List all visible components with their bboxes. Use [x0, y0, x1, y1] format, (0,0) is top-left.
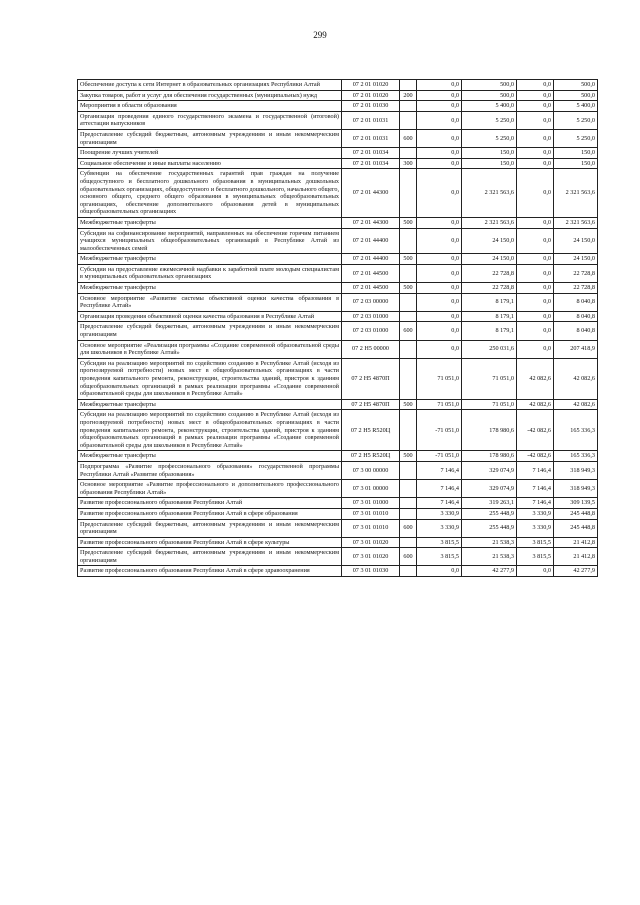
row-total-amount-2-cell: 8 040,8 [554, 311, 598, 322]
row-code-cell: 07 3 01 01010 [342, 519, 400, 537]
row-change-amount-2-cell: 3 815,5 [517, 548, 554, 566]
row-expense-type-cell [400, 293, 417, 311]
table-row [78, 566, 598, 577]
row-expense-type-cell [400, 101, 417, 112]
row-total-amount-cell: 5 250,0 [462, 111, 517, 129]
row-name-cell: Субсидии на софинансирование мероприятий, направленных на обеспечение горячим питанием учащихся муниципальных общеобразовательных организаций в Республике Алтай из малообеспеченных семей [78, 228, 342, 254]
row-change-amount-2-cell: 3 330,9 [517, 519, 554, 537]
row-name-cell: Субсидии на реализацию мероприятий по содействию созданию в Республике Алтай (исходя из прогнозируемой потребности) новых мест в общеобразовательных организациях в части проведения капитального ремонта, реконструкции, строительства зданий, пристроя к зданиям общеобразовательных организаций в рамках реализации программы «Создание современной образовательной среды для школьников в Республике Алтай» [78, 358, 342, 399]
row-name-cell: Обеспечение доступа к сети Интернет в образовательных организациях Республики Алтай [78, 80, 342, 91]
row-code-cell: 07 2 Н5 R520Ц [342, 451, 400, 462]
row-change-amount-cell: 3 815,5 [417, 537, 462, 548]
row-code-cell: 07 3 01 01000 [342, 498, 400, 509]
row-expense-type-cell: 200 [400, 90, 417, 101]
row-change-amount-cell: 3 330,9 [417, 508, 462, 519]
table-row [78, 148, 598, 159]
table-row [78, 111, 598, 129]
row-change-amount-cell: 7 146,4 [417, 480, 462, 498]
row-change-amount-cell: 0,0 [417, 566, 462, 577]
row-change-amount-2-cell: 0,0 [517, 311, 554, 322]
row-change-amount-2-cell: 0,0 [517, 90, 554, 101]
row-change-amount-2-cell: 7 146,4 [517, 498, 554, 509]
row-code-cell: 07 2 01 44400 [342, 254, 400, 265]
row-change-amount-cell: 0,0 [417, 111, 462, 129]
row-code-cell: 07 2 01 01031 [342, 111, 400, 129]
row-name-cell: Предоставление субсидий бюджетным, автономным учреждениям и иным некоммерческим организациям [78, 548, 342, 566]
row-change-amount-cell: 0,0 [417, 80, 462, 91]
row-expense-type-cell: 600 [400, 129, 417, 147]
row-code-cell: 07 3 01 01010 [342, 508, 400, 519]
row-code-cell: 07 2 01 44500 [342, 264, 400, 282]
row-total-amount-2-cell: 245 448,8 [554, 508, 598, 519]
row-total-amount-cell: 150,0 [462, 158, 517, 169]
row-change-amount-2-cell: -42 082,6 [517, 410, 554, 451]
row-total-amount-cell: 21 538,3 [462, 537, 517, 548]
row-change-amount-cell: -71 051,0 [417, 410, 462, 451]
row-change-amount-cell: 0,0 [417, 129, 462, 147]
row-expense-type-cell [400, 169, 417, 218]
row-total-amount-2-cell: 165 336,3 [554, 451, 598, 462]
row-total-amount-cell: 71 051,0 [462, 399, 517, 410]
row-total-amount-2-cell: 309 139,5 [554, 498, 598, 509]
row-total-amount-2-cell: 150,0 [554, 158, 598, 169]
table-row [78, 399, 598, 410]
row-name-cell: Развитие профессионального образования Республики Алтай в сфере культуры [78, 537, 342, 548]
row-total-amount-cell: 329 074,9 [462, 480, 517, 498]
table-row [78, 508, 598, 519]
row-name-cell: Закупка товаров, работ и услуг для обеспечения государственных (муниципальных) нужд [78, 90, 342, 101]
row-expense-type-cell [400, 264, 417, 282]
row-change-amount-2-cell: 42 082,6 [517, 399, 554, 410]
row-expense-type-cell [400, 508, 417, 519]
row-change-amount-cell: 0,0 [417, 101, 462, 112]
row-change-amount-cell: 0,0 [417, 311, 462, 322]
row-total-amount-2-cell: 318 949,3 [554, 461, 598, 479]
row-name-cell: Подпрограмма «Развитие профессионального образования» государственной программы Республики Алтай «Развитие образования» [78, 461, 342, 479]
row-total-amount-cell: 5 250,0 [462, 129, 517, 147]
row-change-amount-cell: 0,0 [417, 283, 462, 294]
row-total-amount-2-cell: 5 400,0 [554, 101, 598, 112]
row-total-amount-2-cell: 165 336,3 [554, 410, 598, 451]
row-name-cell: Субсидии на реализацию мероприятий по содействию созданию в Республике Алтай (исходя из прогнозируемой потребности) новых мест в общеобразовательных организациях в части проведения капитального ремонта, реконструкции, строительства зданий, пристроя к зданиям общеобразовательных организаций в рамках реализации программы «Создание современной образовательной среды для школьников в Республике Алтай» [78, 410, 342, 451]
row-total-amount-2-cell: 42 082,6 [554, 399, 598, 410]
row-code-cell: 07 2 03 01000 [342, 322, 400, 340]
row-change-amount-cell: 0,0 [417, 158, 462, 169]
row-change-amount-2-cell: 3 330,9 [517, 508, 554, 519]
row-code-cell: 07 3 01 00000 [342, 480, 400, 498]
row-code-cell: 07 2 03 00000 [342, 293, 400, 311]
row-code-cell: 07 2 03 01000 [342, 311, 400, 322]
row-change-amount-2-cell: 0,0 [517, 158, 554, 169]
row-change-amount-2-cell: 0,0 [517, 322, 554, 340]
row-total-amount-2-cell: 500,0 [554, 80, 598, 91]
row-name-cell: Организация проведения единого государственного экзамена и государственной (итоговой) аттестации выпускников [78, 111, 342, 129]
row-code-cell: 07 2 Н5 4870П [342, 399, 400, 410]
row-code-cell: 07 3 01 01030 [342, 566, 400, 577]
row-expense-type-cell [400, 566, 417, 577]
row-change-amount-2-cell: 0,0 [517, 80, 554, 91]
row-change-amount-cell: 0,0 [417, 340, 462, 358]
row-total-amount-cell: 24 150,0 [462, 228, 517, 254]
row-code-cell: 07 3 00 00000 [342, 461, 400, 479]
table-row [78, 537, 598, 548]
row-change-amount-cell: 0,0 [417, 254, 462, 265]
row-change-amount-2-cell: 3 815,5 [517, 537, 554, 548]
row-expense-type-cell [400, 537, 417, 548]
row-change-amount-cell: 0,0 [417, 293, 462, 311]
row-expense-type-cell [400, 480, 417, 498]
row-change-amount-2-cell: 0,0 [517, 283, 554, 294]
row-change-amount-2-cell: 0,0 [517, 169, 554, 218]
row-name-cell: Межбюджетные трансферты [78, 217, 342, 228]
row-change-amount-2-cell: 0,0 [517, 254, 554, 265]
row-code-cell: 07 3 01 01020 [342, 537, 400, 548]
row-total-amount-2-cell: 8 040,8 [554, 322, 598, 340]
table-row [78, 519, 598, 537]
row-change-amount-cell: 0,0 [417, 148, 462, 159]
row-total-amount-cell: 178 980,6 [462, 410, 517, 451]
row-name-cell: Организация проведения объективной оценки качества образования в Республике Алтай [78, 311, 342, 322]
row-total-amount-cell: 500,0 [462, 90, 517, 101]
row-total-amount-cell: 22 728,8 [462, 264, 517, 282]
row-code-cell: 07 2 01 01031 [342, 129, 400, 147]
row-name-cell: Предоставление субсидий бюджетным, автономным учреждениям и иным некоммерческим организациям [78, 129, 342, 147]
row-change-amount-cell: 3 815,5 [417, 548, 462, 566]
row-total-amount-2-cell: 42 277,9 [554, 566, 598, 577]
row-total-amount-cell: 24 150,0 [462, 254, 517, 265]
row-total-amount-2-cell: 5 250,0 [554, 111, 598, 129]
row-change-amount-2-cell: 0,0 [517, 111, 554, 129]
row-total-amount-2-cell: 21 412,8 [554, 537, 598, 548]
row-name-cell: Основное мероприятие «Развитие профессионального и дополнительного профессионального образования Республики Алтай» [78, 480, 342, 498]
table-row [78, 410, 598, 451]
row-total-amount-2-cell: 42 082,6 [554, 358, 598, 399]
row-change-amount-cell: 0,0 [417, 264, 462, 282]
row-name-cell: Поощрение лучших учителей [78, 148, 342, 159]
table-row [78, 264, 598, 282]
row-code-cell: 07 2 01 01020 [342, 90, 400, 101]
row-total-amount-cell: 329 074,9 [462, 461, 517, 479]
row-name-cell: Основное мероприятие «Развитие системы объективной оценки качества образования в Республике Алтай» [78, 293, 342, 311]
table-row [78, 340, 598, 358]
row-name-cell: Предоставление субсидий бюджетным, автономным учреждениям и иным некоммерческим организациям [78, 519, 342, 537]
row-total-amount-2-cell: 5 250,0 [554, 129, 598, 147]
row-code-cell: 07 2 01 01030 [342, 101, 400, 112]
row-name-cell: Социальное обеспечение и иные выплаты населению [78, 158, 342, 169]
table-row [78, 80, 598, 91]
row-expense-type-cell [400, 148, 417, 159]
row-total-amount-2-cell: 24 150,0 [554, 228, 598, 254]
row-total-amount-cell: 255 448,9 [462, 508, 517, 519]
row-expense-type-cell: 600 [400, 548, 417, 566]
row-change-amount-2-cell: 42 082,6 [517, 358, 554, 399]
row-name-cell: Предоставление субсидий бюджетным, автономным учреждениям и иным некоммерческим организациям [78, 322, 342, 340]
row-expense-type-cell: 500 [400, 283, 417, 294]
row-total-amount-2-cell: 500,0 [554, 90, 598, 101]
table-row [78, 169, 598, 218]
row-total-amount-2-cell: 150,0 [554, 148, 598, 159]
row-expense-type-cell: 500 [400, 217, 417, 228]
row-expense-type-cell: 600 [400, 322, 417, 340]
row-change-amount-cell: 71 051,0 [417, 358, 462, 399]
row-change-amount-2-cell: 0,0 [517, 264, 554, 282]
row-change-amount-cell: 7 146,4 [417, 461, 462, 479]
table-row [78, 461, 598, 479]
row-code-cell: 07 2 Н5 4870П [342, 358, 400, 399]
row-total-amount-cell: 255 448,9 [462, 519, 517, 537]
row-name-cell: Основное мероприятие «Реализация программы «Создание современной образовательной среды для школьников в Республике Алтай» [78, 340, 342, 358]
row-change-amount-2-cell: 0,0 [517, 340, 554, 358]
row-total-amount-2-cell: 207 418,9 [554, 340, 598, 358]
row-total-amount-cell: 22 728,8 [462, 283, 517, 294]
row-total-amount-2-cell: 24 150,0 [554, 254, 598, 265]
row-name-cell: Субвенции на обеспечение государственных гарантий прав граждан на получение общедоступного и бесплатного дошкольного образования в муниципальных дошкольных образовательных организациях, общедоступного и бесплатного дошкольного, начального общего, основного общего, среднего общего образования в муниципальных общеобразовательных организациях, обеспечение дополнительного образования детей в муниципальных общеобразовательных организациях [78, 169, 342, 218]
row-total-amount-cell: 8 179,1 [462, 293, 517, 311]
row-code-cell: 07 2 Н5 R520Ц [342, 410, 400, 451]
row-name-cell: Развитие профессионального образования Республики Алтай в сфере здравоохранения [78, 566, 342, 577]
row-change-amount-cell: 71 051,0 [417, 399, 462, 410]
row-code-cell: 07 2 01 01034 [342, 148, 400, 159]
row-change-amount-cell: 0,0 [417, 90, 462, 101]
row-total-amount-2-cell: 318 949,3 [554, 480, 598, 498]
row-change-amount-2-cell: -42 082,6 [517, 451, 554, 462]
row-change-amount-2-cell: 0,0 [517, 293, 554, 311]
table-row [78, 311, 598, 322]
row-total-amount-cell: 250 031,6 [462, 340, 517, 358]
row-expense-type-cell: 500 [400, 451, 417, 462]
row-name-cell: Субсидии на предоставление ежемесячной надбавки к заработной плате молодым специалистам в муниципальных образовательных организациях [78, 264, 342, 282]
row-total-amount-2-cell: 245 448,8 [554, 519, 598, 537]
row-expense-type-cell: 500 [400, 254, 417, 265]
row-name-cell: Межбюджетные трансферты [78, 254, 342, 265]
row-change-amount-2-cell: 0,0 [517, 129, 554, 147]
row-expense-type-cell [400, 228, 417, 254]
row-expense-type-cell [400, 498, 417, 509]
row-expense-type-cell: 500 [400, 399, 417, 410]
row-total-amount-cell: 21 538,3 [462, 548, 517, 566]
table-row [78, 158, 598, 169]
row-total-amount-2-cell: 2 321 563,6 [554, 169, 598, 218]
row-change-amount-2-cell: 0,0 [517, 101, 554, 112]
row-change-amount-2-cell: 7 146,4 [517, 480, 554, 498]
row-change-amount-2-cell: 0,0 [517, 228, 554, 254]
row-name-cell: Межбюджетные трансферты [78, 399, 342, 410]
table-row [78, 90, 598, 101]
table-row [78, 217, 598, 228]
row-total-amount-2-cell: 22 728,8 [554, 283, 598, 294]
row-total-amount-cell: 42 277,9 [462, 566, 517, 577]
page-number: 299 [313, 30, 327, 40]
row-total-amount-2-cell: 2 321 563,6 [554, 217, 598, 228]
table-row [78, 358, 598, 399]
row-change-amount-2-cell: 0,0 [517, 148, 554, 159]
row-code-cell: 07 2 01 44300 [342, 169, 400, 218]
table-row [78, 293, 598, 311]
table-row [78, 101, 598, 112]
table-row [78, 129, 598, 147]
row-total-amount-cell: 2 321 563,6 [462, 169, 517, 218]
row-code-cell: 07 2 01 01034 [342, 158, 400, 169]
table-body [78, 80, 598, 577]
row-change-amount-2-cell: 0,0 [517, 217, 554, 228]
row-change-amount-cell: 0,0 [417, 169, 462, 218]
table-row [78, 548, 598, 566]
row-total-amount-2-cell: 22 728,8 [554, 264, 598, 282]
row-change-amount-2-cell: 0,0 [517, 566, 554, 577]
row-expense-type-cell [400, 410, 417, 451]
row-total-amount-cell: 319 263,1 [462, 498, 517, 509]
row-total-amount-2-cell: 8 040,8 [554, 293, 598, 311]
row-code-cell: 07 2 01 44300 [342, 217, 400, 228]
row-total-amount-2-cell: 21 412,8 [554, 548, 598, 566]
table-row [78, 451, 598, 462]
row-expense-type-cell: 300 [400, 158, 417, 169]
row-expense-type-cell [400, 461, 417, 479]
row-name-cell: Межбюджетные трансферты [78, 451, 342, 462]
row-code-cell: 07 2 Н5 00000 [342, 340, 400, 358]
row-change-amount-cell: -71 051,0 [417, 451, 462, 462]
row-total-amount-cell: 2 321 563,6 [462, 217, 517, 228]
row-change-amount-2-cell: 7 146,4 [517, 461, 554, 479]
row-name-cell: Межбюджетные трансферты [78, 283, 342, 294]
row-expense-type-cell [400, 80, 417, 91]
row-total-amount-cell: 178 980,6 [462, 451, 517, 462]
table-row [78, 498, 598, 509]
row-code-cell: 07 3 01 01020 [342, 548, 400, 566]
table-row [78, 322, 598, 340]
budget-table [77, 79, 598, 577]
row-total-amount-cell: 5 400,0 [462, 101, 517, 112]
row-code-cell: 07 2 01 01020 [342, 80, 400, 91]
row-expense-type-cell [400, 111, 417, 129]
table-row [78, 254, 598, 265]
row-total-amount-cell: 500,0 [462, 80, 517, 91]
row-change-amount-cell: 0,0 [417, 228, 462, 254]
row-expense-type-cell [400, 311, 417, 322]
row-total-amount-cell: 8 179,1 [462, 322, 517, 340]
row-total-amount-cell: 8 179,1 [462, 311, 517, 322]
row-code-cell: 07 2 01 44500 [342, 283, 400, 294]
row-expense-type-cell [400, 358, 417, 399]
row-expense-type-cell: 600 [400, 519, 417, 537]
row-total-amount-cell: 71 051,0 [462, 358, 517, 399]
table-row [78, 480, 598, 498]
row-change-amount-cell: 3 330,9 [417, 519, 462, 537]
table-row [78, 228, 598, 254]
table-row [78, 283, 598, 294]
row-name-cell: Мероприятия в области образования [78, 101, 342, 112]
row-expense-type-cell [400, 340, 417, 358]
row-change-amount-cell: 0,0 [417, 217, 462, 228]
row-change-amount-cell: 0,0 [417, 322, 462, 340]
row-name-cell: Развитие профессионального образования Республики Алтай в сфере образования [78, 508, 342, 519]
row-name-cell: Развитие профессионального образования Республики Алтай [78, 498, 342, 509]
row-change-amount-cell: 7 146,4 [417, 498, 462, 509]
row-code-cell: 07 2 01 44400 [342, 228, 400, 254]
row-total-amount-cell: 150,0 [462, 148, 517, 159]
